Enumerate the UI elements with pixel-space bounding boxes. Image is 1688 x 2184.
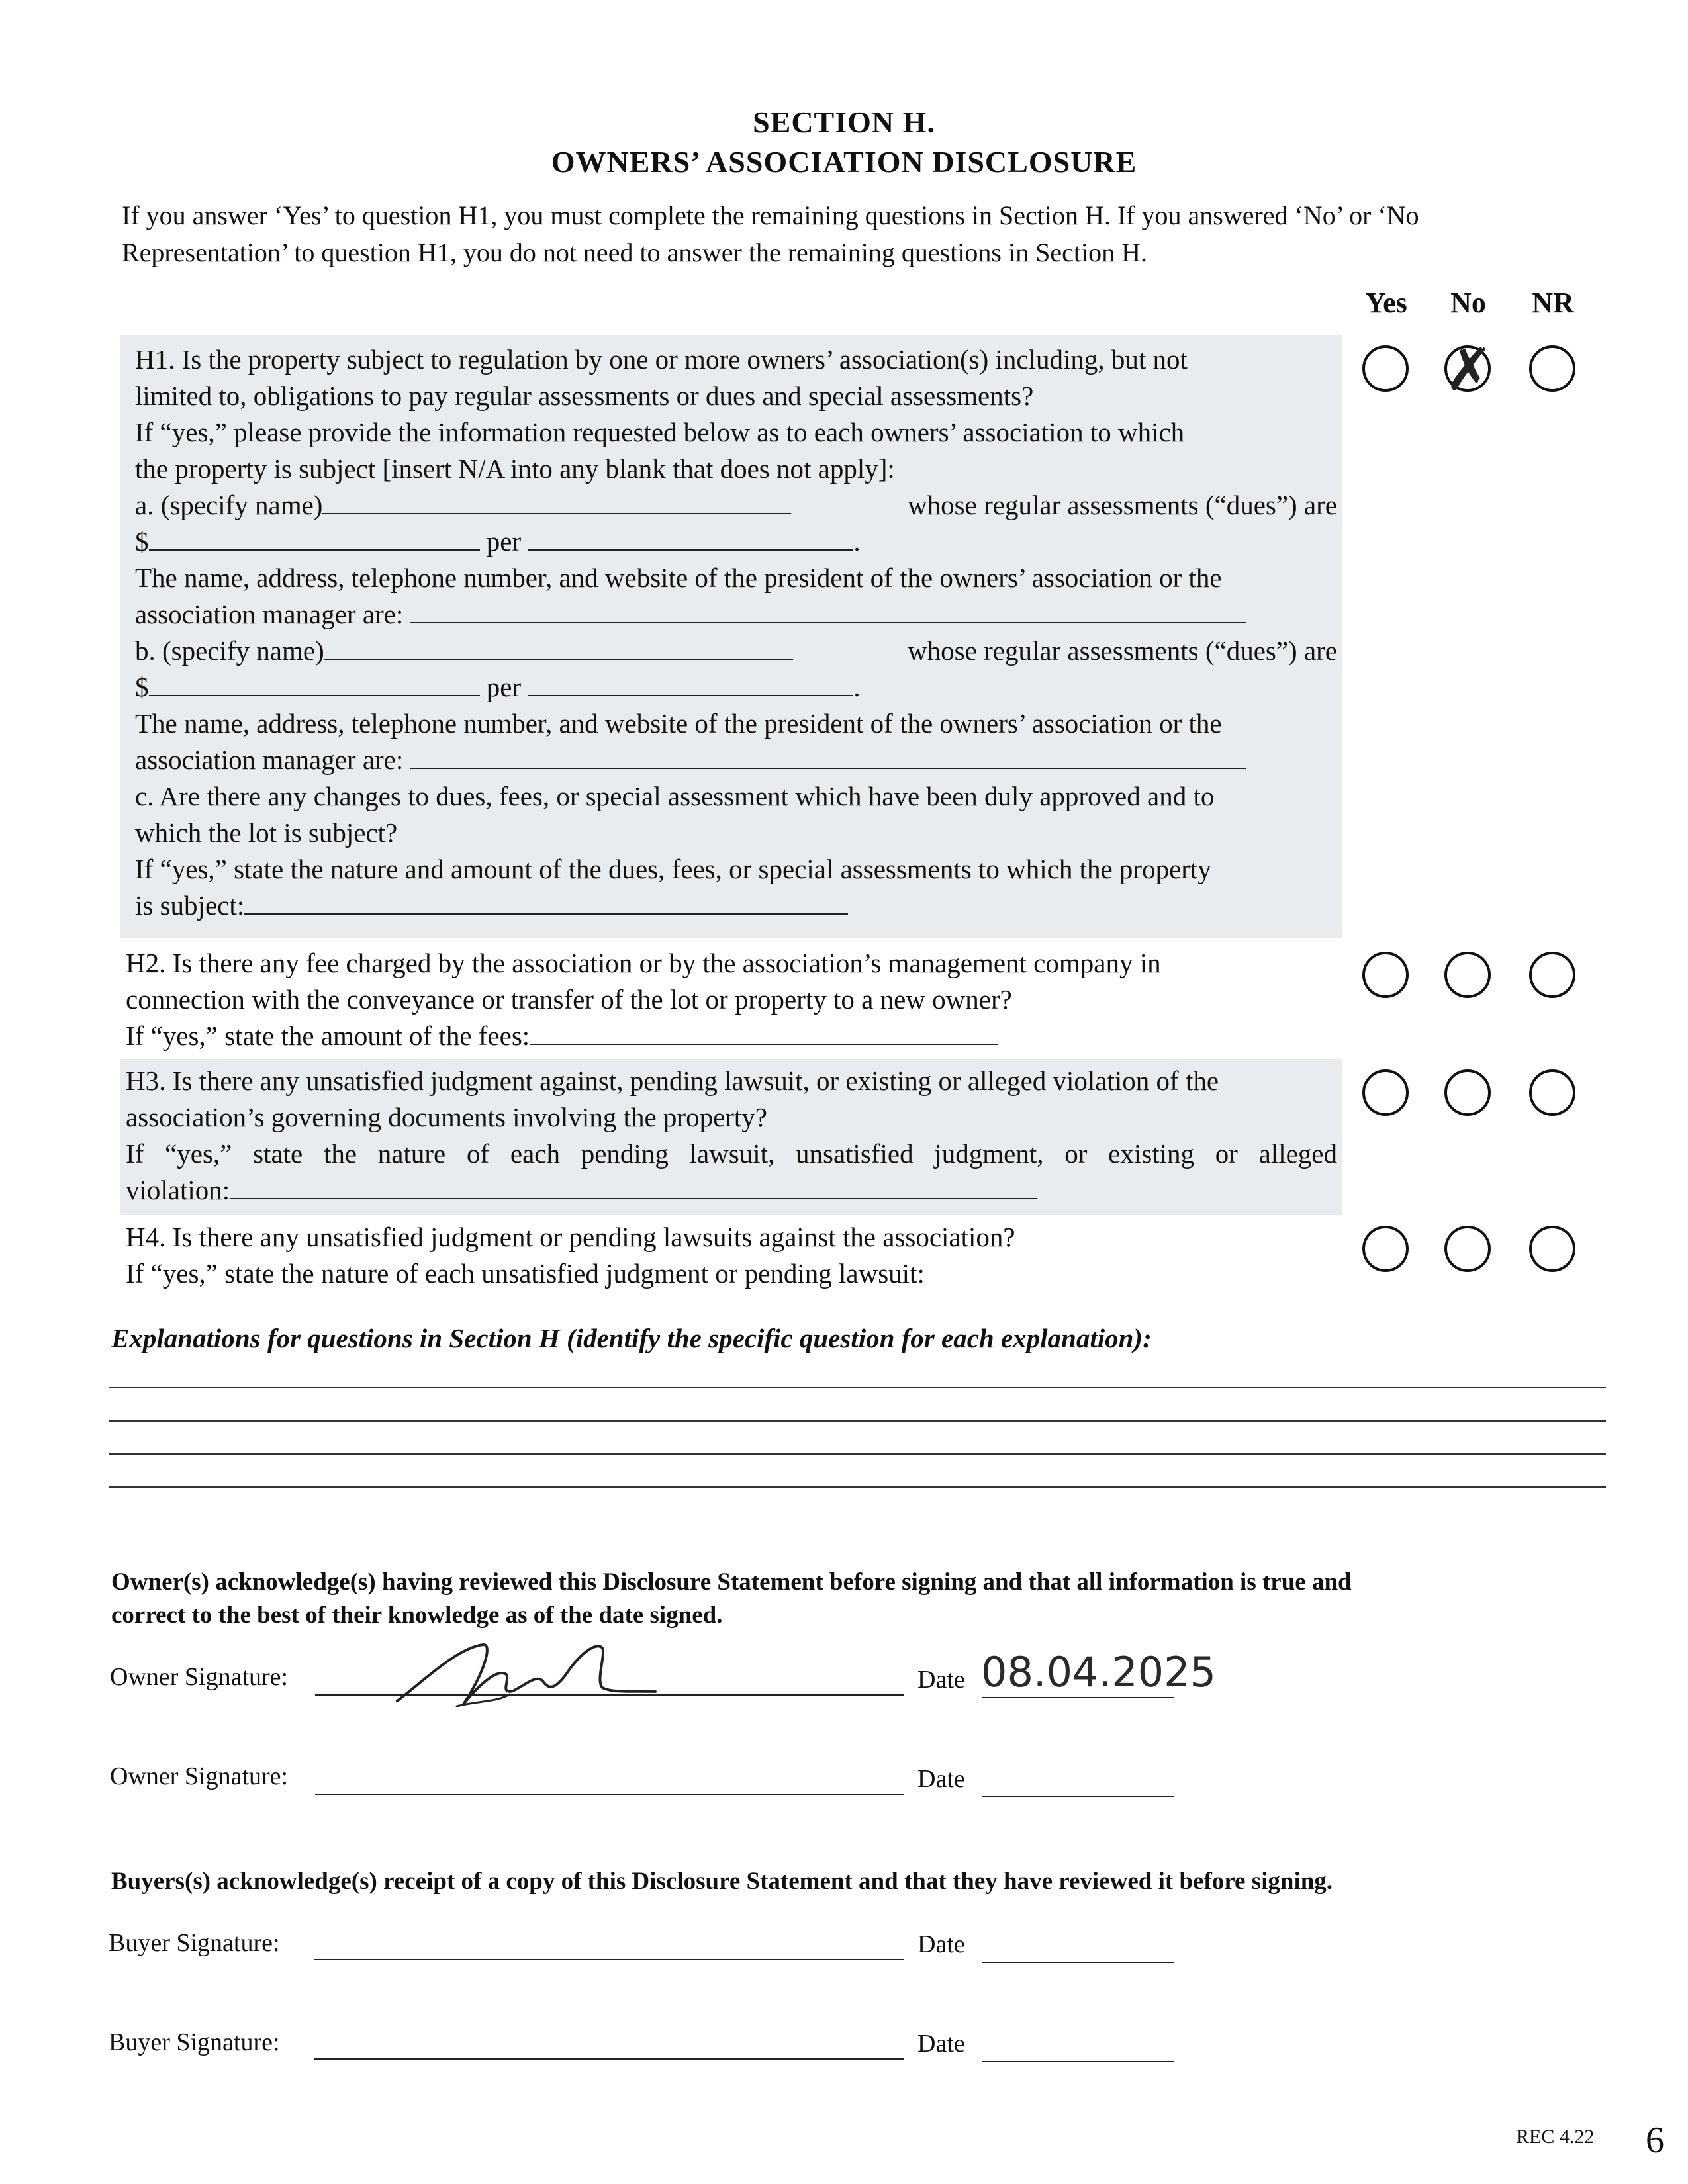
h2-no-radio[interactable] (1444, 952, 1491, 998)
association-b-dues-period-field[interactable] (528, 671, 853, 696)
association-a-name-field[interactable] (322, 489, 791, 514)
question-h2 (126, 945, 1337, 1054)
explanation-line[interactable] (109, 1486, 1606, 1488)
question-text: which the lot is subject? (135, 817, 398, 848)
question-text: H1. Is the property subject to regulation by one or more owners’ association(s) including, but not (135, 344, 1188, 375)
association-a-dues-period-field[interactable] (528, 525, 853, 551)
question-text: If “yes,” state the nature of each pending lawsuit, unsatisfied judgment, or existing or alleged (126, 1138, 1337, 1169)
question-text: H3. Is there any unsatisfied judgment against, pending lawsuit, or existing or alleged violation of the (126, 1066, 1219, 1096)
question-text: limited to, obligations to pay regular assessments or dues and special assessments? (135, 381, 1034, 411)
period: . (853, 526, 861, 557)
question-text: H2. Is there any fee charged by the association or by the association’s management company in (126, 948, 1161, 978)
question-text: c. Are there any changes to dues, fees, or special assessment which have been duly approved and to (135, 781, 1215, 811)
page-number: 6 (1646, 2120, 1664, 2161)
question-text: violation: (126, 1175, 230, 1205)
owner-acknowledgement (111, 1566, 1541, 1632)
column-header-nr: NR (1532, 287, 1574, 319)
section-intro (122, 197, 1624, 271)
buyer-date-label: Date (917, 2030, 965, 2058)
h3-violation-field[interactable] (230, 1174, 1037, 1199)
h4-nr-radio[interactable] (1529, 1226, 1575, 1272)
h4-yes-radio[interactable] (1362, 1226, 1409, 1272)
association-b-president-field[interactable] (410, 744, 1246, 769)
ack-line: Owner(s) acknowledge(s) having reviewed this Disclosure Statement before signing and that all information is true and (111, 1569, 1352, 1596)
form-code: REC 4.22 (1516, 2126, 1595, 2148)
h3-no-radio[interactable] (1444, 1069, 1491, 1116)
question-text: association manager are: (135, 745, 404, 775)
dues-label: whose regular assessments (“dues”) are (908, 490, 1337, 520)
intro-line: If you answer ‘Yes’ to question H1, you must complete the remaining questions in Section H. If you answered ‘No’ or ‘No (122, 201, 1419, 230)
question-h4 (126, 1219, 1337, 1292)
question-text: association manager are: (135, 599, 404, 629)
dues-label: whose regular assessments (“dues”) are (908, 635, 1337, 666)
association-b-name-field[interactable] (324, 635, 793, 660)
question-text: If “yes,” state the nature and amount of the dues, fees, or special assessments to which the property (135, 854, 1211, 884)
explanation-line[interactable] (109, 1453, 1606, 1455)
question-text: If “yes,” state the amount of the fees: (126, 1021, 530, 1051)
owner-signature-label: Owner Signature: (110, 1762, 289, 1790)
question-text: The name, address, telephone number, and website of the president of the owners’ association or the (135, 563, 1222, 593)
h2-yes-radio[interactable] (1362, 952, 1409, 998)
intro-line: Representation’ to question H1, you do not need to answer the remaining questions in Section H. (122, 238, 1147, 267)
question-text: H4. Is there any unsatisfied judgment or pending lawsuits against the association? (126, 1222, 1015, 1252)
section-subtitle: OWNERS’ ASSOCIATION DISCLOSURE (551, 145, 1137, 179)
association-a-president-field[interactable] (410, 598, 1246, 623)
buyer-signature-label: Buyer Signature: (109, 2028, 280, 2056)
h2-nr-radio[interactable] (1529, 952, 1575, 998)
buyer-date-line[interactable] (982, 2061, 1174, 2062)
h2-fees-field[interactable] (530, 1020, 998, 1045)
association-b-dues-amount-field[interactable] (149, 671, 480, 696)
h4-no-radio[interactable] (1444, 1226, 1491, 1272)
explanation-line[interactable] (109, 1387, 1606, 1388)
explanation-line[interactable] (109, 1420, 1606, 1422)
buyer-date-line[interactable] (982, 1962, 1174, 1963)
period: . (853, 672, 861, 702)
per-label: per (486, 672, 522, 702)
h1-changes-field[interactable] (244, 889, 848, 915)
dollar-sign: $ (135, 672, 149, 702)
buyer-signature-line[interactable] (314, 2058, 904, 2060)
question-text: is subject: (135, 890, 245, 921)
owner-date-label: Date (917, 1666, 965, 1694)
ack-line: correct to the best of their knowledge as of the date signed. (111, 1602, 723, 1629)
column-header-no: No (1450, 287, 1486, 319)
question-h1 (135, 341, 1337, 924)
question-text: association’s governing documents involving the property? (126, 1102, 768, 1132)
owner-date-line[interactable] (982, 1796, 1174, 1797)
owner-signature-handwriting (384, 1628, 675, 1721)
dollar-sign: $ (135, 526, 149, 557)
question-h3 (126, 1063, 1337, 1208)
per-label: per (486, 526, 522, 557)
buyer-signature-label: Buyer Signature: (109, 1929, 280, 1957)
question-text: If “yes,” please provide the information requested below as to each owners’ association to which (135, 417, 1185, 447)
question-text: the property is subject [insert N/A into any blank that does not apply]: (135, 453, 895, 484)
column-header-yes: Yes (1365, 287, 1407, 319)
owner-date-line[interactable] (982, 1697, 1174, 1698)
association-b-label: b. (specify name) (135, 635, 324, 666)
owner-date-label: Date (917, 1765, 965, 1793)
owner-signature-label: Owner Signature: (110, 1663, 289, 1691)
h3-yes-radio[interactable] (1362, 1069, 1409, 1116)
question-text: connection with the conveyance or transfer of the lot or property to a new owner? (126, 984, 1012, 1015)
buyer-signature-line[interactable] (314, 1959, 904, 1960)
h1-nr-radio[interactable] (1529, 345, 1575, 392)
question-text: The name, address, telephone number, and website of the president of the owners’ association or the (135, 708, 1222, 739)
section-title: SECTION H. (753, 105, 935, 139)
association-a-label: a. (specify name) (135, 490, 323, 520)
buyer-date-label: Date (917, 1931, 965, 1958)
owner-date-value: 08.04.2025 (981, 1648, 1216, 1696)
h1-yes-radio[interactable] (1362, 345, 1409, 392)
buyer-acknowledgement: Buyers(s) acknowledge(s) receipt of a copy of this Disclosure Statement and that they have reviewed it before signing. (111, 1868, 1333, 1895)
h1-no-checkmark: ✗ (1444, 336, 1493, 404)
owner-signature-line[interactable] (315, 1794, 904, 1795)
explanations-title: Explanations for questions in Section H (identify the specific question for each explanation): (111, 1323, 1152, 1353)
association-a-dues-amount-field[interactable] (149, 525, 480, 551)
h3-nr-radio[interactable] (1529, 1069, 1575, 1116)
question-text: If “yes,” state the nature of each unsatisfied judgment or pending lawsuit: (126, 1258, 925, 1289)
